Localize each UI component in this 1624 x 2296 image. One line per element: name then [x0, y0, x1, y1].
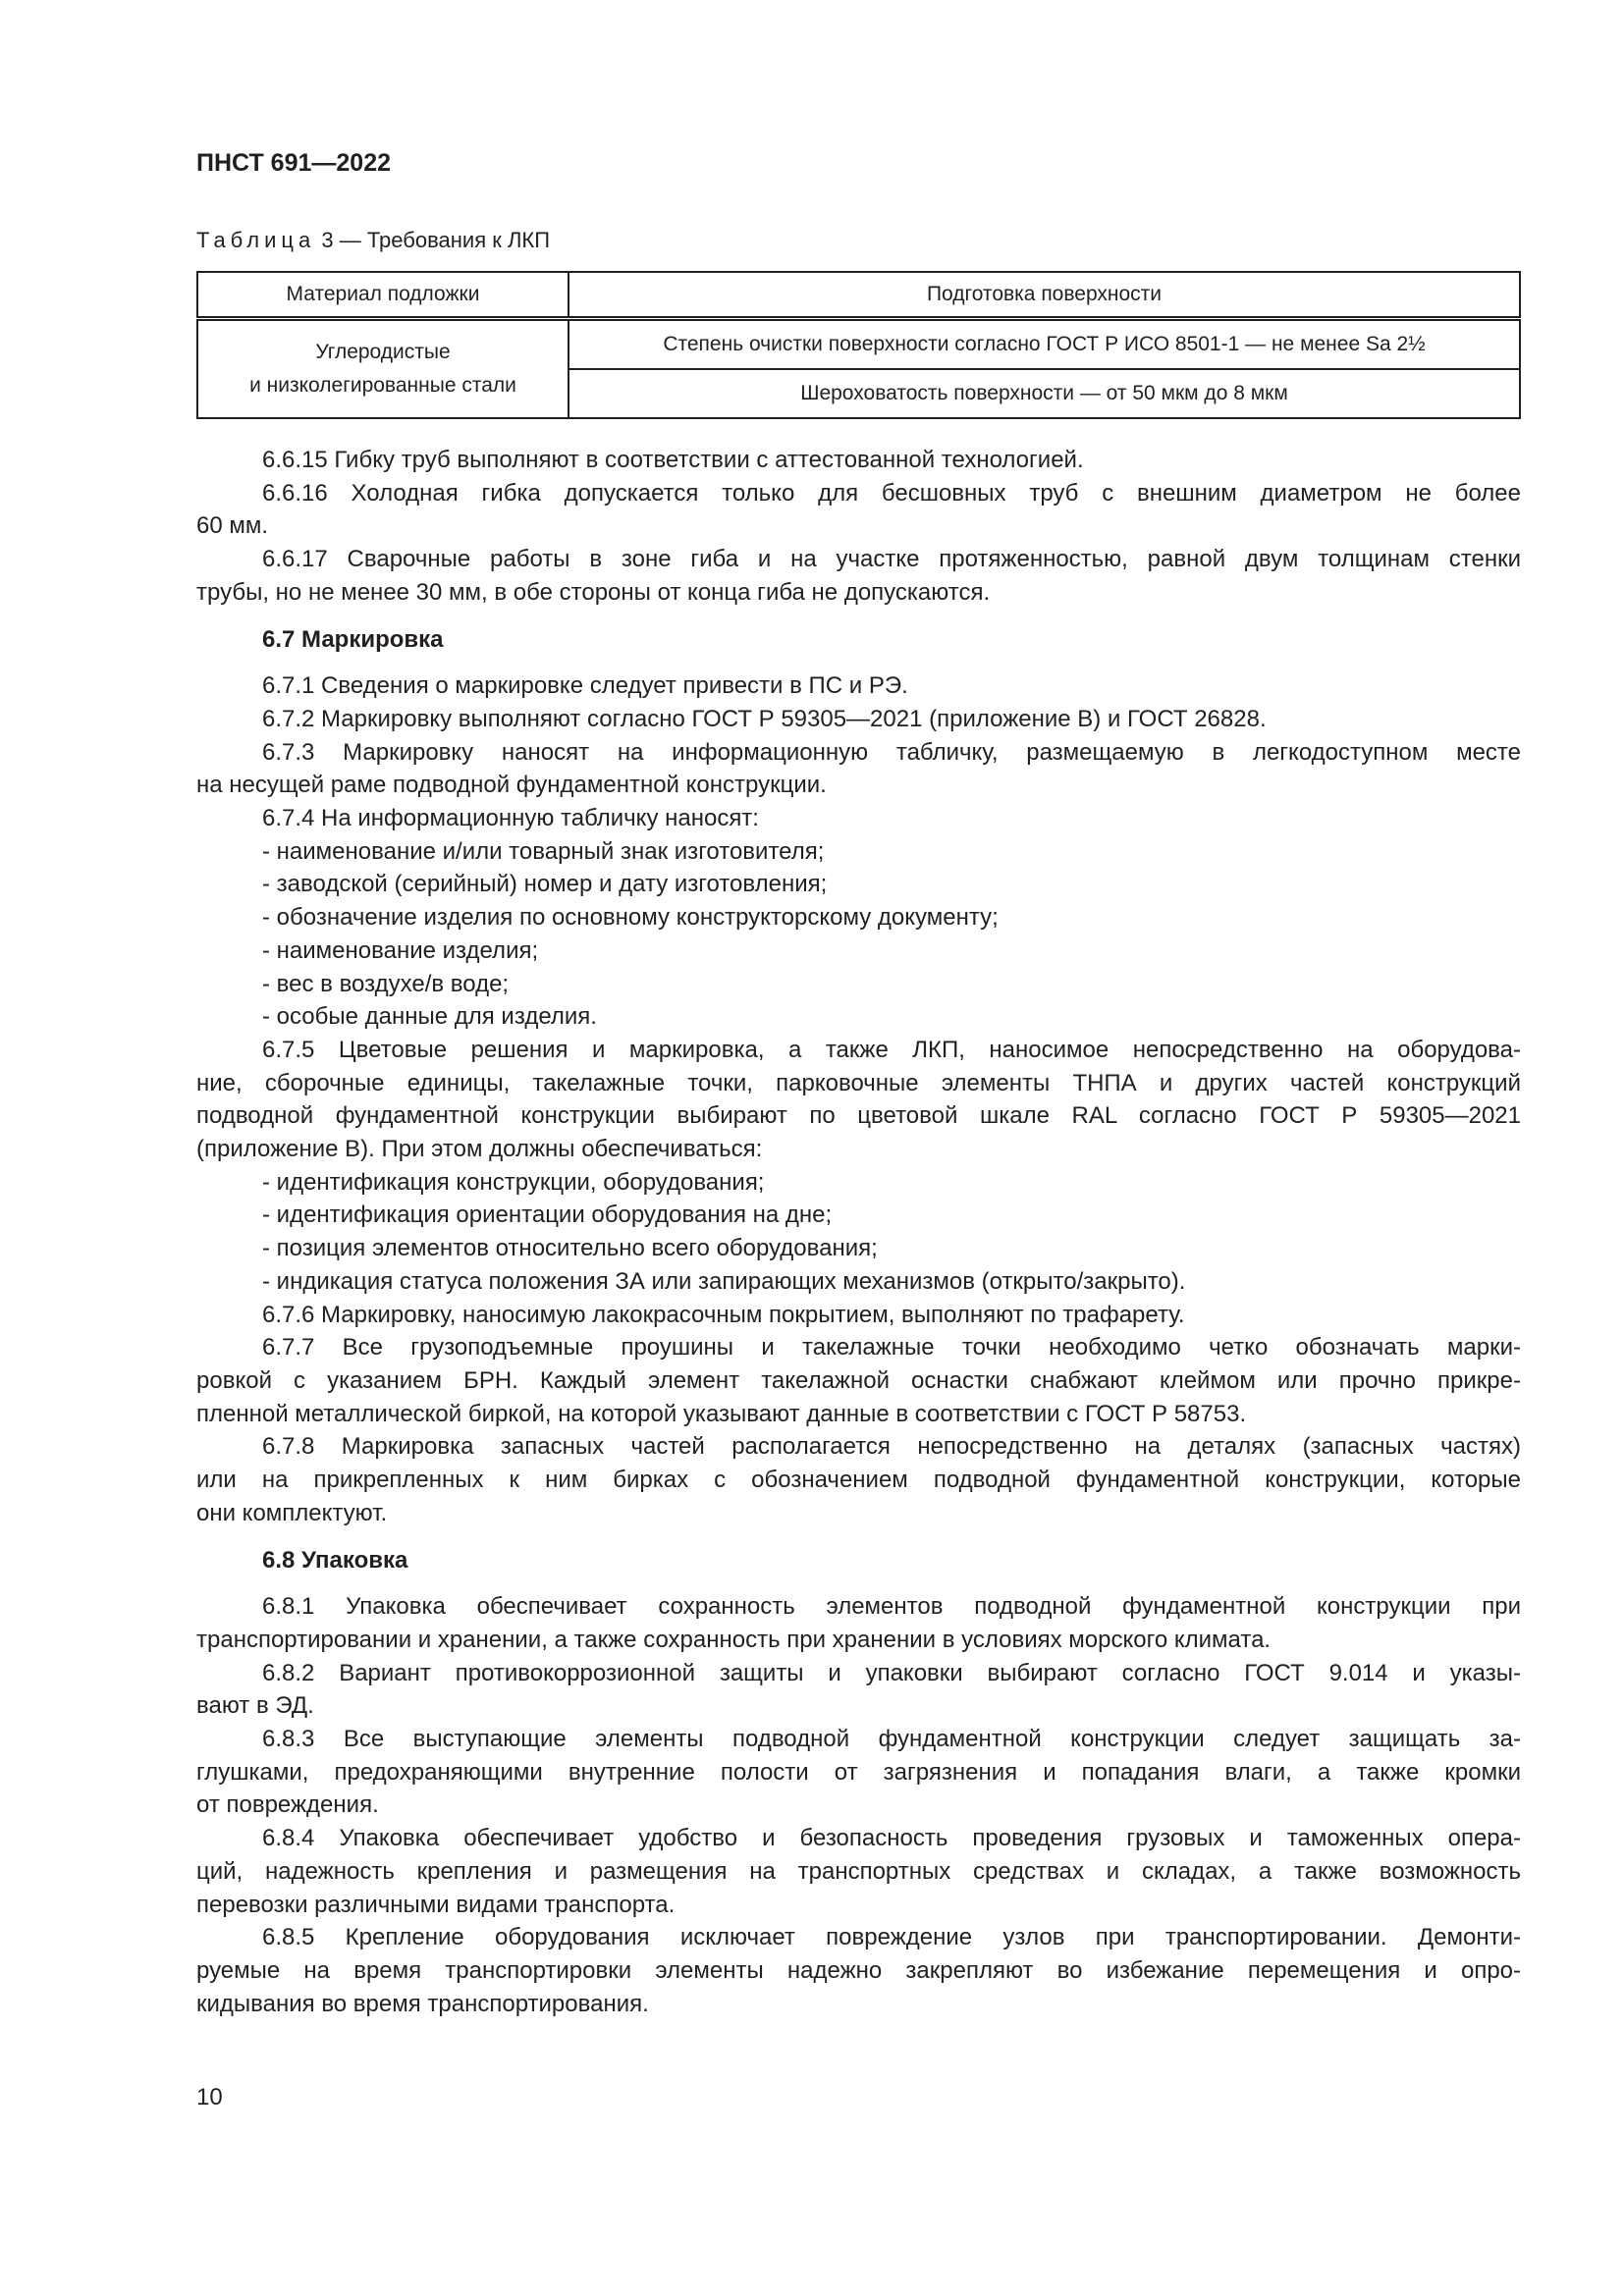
preparation-cell: Степень очистки поверхности согласно ГОСТ Р ИСО 8501-1 — не менее Sa 2½	[568, 319, 1520, 370]
text-line: 6.6.17 Сварочные работы в зоне гиба и на участке протяженностью, равной двум толщинам стенки	[262, 546, 1521, 573]
text-line: 6.8.2 Вариант противокоррозионной защиты и упаковки выбирают согласно ГОСТ 9.014 и указы-	[262, 1659, 1521, 1686]
text-line: 6.7.6 Маркировку, наносимую лакокрасочным покрытием, выполняют по трафарету.	[262, 1301, 1185, 1328]
text-line: транспортировании и хранении, а также сохранность при хранении в условиях морского климата.	[196, 1626, 1272, 1653]
column-header-material: Материал подложки	[197, 272, 568, 319]
table-caption-label: Таблица	[196, 228, 316, 252]
text-line: - идентификация конструкции, оборудования;	[262, 1168, 765, 1196]
preparation-cell: Шероховатость поверхности — от 50 мкм до 8 мкм	[568, 369, 1520, 418]
text-line: 6.7.3 Маркировку наносят на информационную табличку, размещаемую в легкодоступном месте	[262, 738, 1521, 766]
text-line: - индикация статуса положения ЗА или запирающих механизмов (открыто/закрыто).	[262, 1267, 1186, 1295]
text-line: - идентификация ориентации оборудования на дне;	[262, 1201, 833, 1229]
paragraph	[196, 802, 1521, 835]
requirements-table	[196, 271, 1521, 419]
text-line: (приложение В). При этом должны обеспечиваться:	[196, 1136, 763, 1163]
text-line: 6.7.7 Все грузоподъемные проушины и такелажные точки необходимо четко обозначать марки-	[262, 1334, 1521, 1362]
text-line: - особые данные для изделия.	[262, 1003, 597, 1031]
text-line: руемые на время транспортировки элементы надежно закрепляют во избежание перемещения и опро-	[196, 1956, 1521, 1984]
text-line: 6.8.4 Упаковка обеспечивает удобство и безопасность проведения грузовых и таможенных опера-	[262, 1825, 1521, 1852]
list-item	[196, 1265, 1521, 1299]
table-row	[197, 319, 1520, 370]
text-line: кидывания во время транспортирования.	[196, 1990, 649, 2017]
list-item	[196, 1232, 1521, 1265]
paragraph	[196, 736, 1521, 802]
list-item	[196, 901, 1521, 934]
material-line: Углеродистые	[315, 341, 451, 363]
paragraph	[196, 1034, 1521, 1166]
text-line: или на прикрепленных к ним бирках с обозначением подводной фундаментной конструкции, которые	[196, 1467, 1521, 1494]
list-item	[196, 1166, 1521, 1200]
text-line: - наименование и/или товарный знак изготовителя;	[262, 837, 825, 865]
text-line: пленной металлической биркой, на которой указывают данные в соответствии с ГОСТ Р 58753.	[196, 1400, 1247, 1427]
column-header-preparation: Подготовка поверхности	[568, 272, 1520, 319]
list-item	[196, 835, 1521, 869]
text-line: перевозки различными видами транспорта.	[196, 1891, 676, 1918]
table-caption-title: 3 — Требования к ЛКП	[315, 228, 551, 252]
list-item	[196, 1199, 1521, 1232]
text-line: 6.7.8 Маркировка запасных частей располагается непосредственно на деталях (запасных частях)	[262, 1433, 1521, 1461]
text-line: - наименование изделия;	[262, 936, 539, 964]
material-cell	[197, 319, 568, 419]
list-item	[196, 868, 1521, 901]
text-line: подводной фундаментной конструкции выбирают по цветовой шкале RAL согласно ГОСТ Р 59305—2021	[196, 1102, 1521, 1130]
table-header-row	[197, 272, 1520, 319]
text-line: ровкой с указанием БРН. Каждый элемент такелажной оснастки снабжают клеймом или прочно прикре-	[196, 1366, 1521, 1394]
text-line: глушками, предохраняющими внутренние полости от загрязнения и попадания влаги, а также кромки	[196, 1758, 1521, 1786]
text-line: 6.7.2 Маркировку выполняют согласно ГОСТ Р 59305—2021 (приложение В) и ГОСТ 26828.	[262, 705, 1267, 732]
text-line: 6.8.1 Упаковка обеспечивает сохранность элементов подводной фундаментной конструкции при	[262, 1593, 1521, 1621]
text-line: ций, надежность крепления и размещения на транспортных средствах и складах, а также возможность	[196, 1857, 1521, 1885]
text-line: 6.7.4 На информационную табличку наносят:	[262, 805, 759, 832]
paragraph	[196, 543, 1521, 609]
paragraph	[196, 1430, 1521, 1529]
text-line: 6.6.16 Холодная гибка допускается только для бесшовных труб с внешним диаметром не более	[262, 479, 1521, 507]
text-line: 6.7.5 Цветовые решения и маркировка, а также ЛКП, наносимое непосредственно на оборудова-	[262, 1036, 1521, 1063]
list-item	[196, 934, 1521, 968]
text-line: 60 мм.	[196, 512, 269, 540]
paragraph	[196, 703, 1521, 736]
paragraph	[196, 1822, 1521, 1921]
text-line: 6.6.15 Гибку труб выполняют в соответствии с аттестованной технологией.	[262, 447, 1084, 473]
text-line: от повреждения.	[196, 1791, 379, 1819]
document-header: ПНСТ 691—2022	[196, 149, 391, 177]
table-caption	[196, 228, 550, 253]
paragraph	[196, 1723, 1521, 1822]
text-line: - заводской (серийный) номер и дату изготовления;	[262, 871, 828, 898]
paragraph	[196, 477, 1521, 543]
paragraph	[196, 669, 1521, 703]
material-line: и низколегированные стали	[249, 374, 516, 397]
text-line: на несущей раме подводной фундаментной конструкции.	[196, 772, 827, 799]
paragraph	[196, 1590, 1521, 1656]
paragraph	[196, 1331, 1521, 1430]
paragraph	[196, 1921, 1521, 2020]
text-line: - позиция элементов относительно всего оборудования;	[262, 1235, 878, 1262]
list-item	[196, 968, 1521, 1001]
text-line: 6.7.1 Сведения о маркировке следует привести в ПС и РЭ.	[262, 672, 908, 700]
text-line: 6.8.3 Все выступающие элементы подводной фундаментной конструкции следует защищать за-	[262, 1726, 1521, 1753]
section-heading: 6.8 Упаковка	[262, 1546, 408, 1574]
paragraph	[196, 1299, 1521, 1332]
text-line: вают в ЭД.	[196, 1692, 314, 1720]
paragraph	[196, 1657, 1521, 1723]
document-body	[196, 444, 1521, 2020]
text-line: - обозначение изделия по основному конструкторскому документу;	[262, 904, 999, 932]
list-item	[196, 1000, 1521, 1034]
text-line: 6.8.5 Крепление оборудования исключает повреждение узлов при транспортировании. Демонти-	[262, 1924, 1521, 1951]
section-heading: 6.7 Маркировка	[262, 625, 444, 653]
text-line: трубы, но не менее 30 мм, в обе стороны от конца гиба не допускаются.	[196, 578, 991, 606]
page-number: 10	[196, 2084, 223, 2110]
text-line: ние, сборочные единицы, такелажные точки, парковочные элементы ТНПА и других частей конструкций	[196, 1069, 1521, 1096]
text-line: - вес в воздухе/в воде;	[262, 970, 510, 997]
paragraph	[196, 444, 1521, 477]
text-line: они комплектуют.	[196, 1499, 388, 1526]
